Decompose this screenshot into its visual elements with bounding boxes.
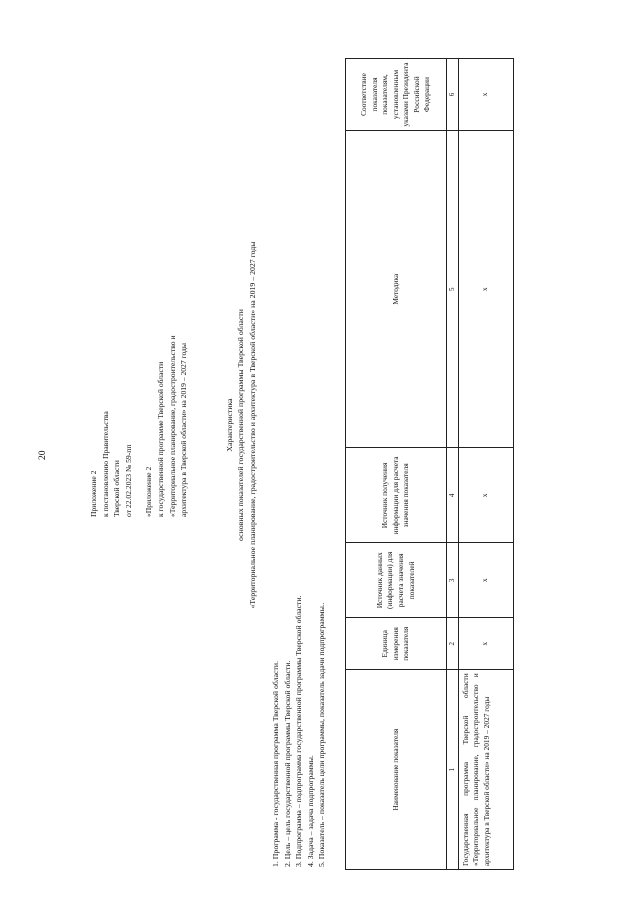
appendix-quote-line: к государственной программе Тверской области xyxy=(155,361,165,517)
table-row xyxy=(458,59,513,870)
appendix-header xyxy=(88,287,190,517)
table-cell: х xyxy=(458,131,513,448)
indicators-table xyxy=(345,58,514,870)
column-number: 2 xyxy=(447,618,459,670)
table-cell: х xyxy=(458,448,513,543)
title-line: Характеристика xyxy=(225,398,234,452)
definition-item: 1. Программа - государственная программа Тверской области. xyxy=(271,660,280,867)
table-cell: х xyxy=(458,543,513,618)
title-line: «Территориальное планирование, градостроительство и архитектура в Тверской области» на 2019 – 2027 годы xyxy=(247,241,257,609)
header-cell: Источник данных (информации) для расчета значения показателей xyxy=(346,543,447,618)
column-number: 5 xyxy=(447,131,459,448)
column-number: 3 xyxy=(447,543,459,618)
table-cell: х xyxy=(458,618,513,670)
definition-item: 5. Показатель – показатель цели программы, показатель задачи подпрограммы.. xyxy=(317,602,327,867)
table-cell: х xyxy=(458,59,513,131)
table-cell: Государственная программа Тверской области «Территориальное планирование, градостроительство и архитектура в Тверской области» на 2019 – 2027 годы xyxy=(458,670,513,870)
header-cell: Соответствие показателя показателям, установленным указами Президента Российской Федерации xyxy=(346,59,447,131)
definition-item: 4. Задача – задача подпрограммы. xyxy=(305,755,315,867)
page-number: 20 xyxy=(38,450,48,460)
appendix-line: к постановлению Правительства xyxy=(100,411,110,517)
title-line: основных показателей государственной программы Тверской области xyxy=(236,309,246,541)
appendix-quote-line: «Приложение 2 xyxy=(144,466,154,517)
appendix-quote-line: «Территориальное планирование, градостроительство и xyxy=(167,335,177,517)
column-number: 1 xyxy=(447,670,459,870)
header-cell: Методика xyxy=(346,131,447,448)
column-number: 6 xyxy=(447,59,459,131)
column-number-row xyxy=(447,59,459,870)
header-cell: Источник получения информации для расчета значения показателя xyxy=(346,448,447,543)
document-title xyxy=(224,125,258,725)
header-cell: Единица измерения показателя xyxy=(346,618,447,670)
appendix-line: Приложение 2 xyxy=(89,470,98,517)
column-number: 4 xyxy=(447,448,459,543)
appendix-line: от 22.02.2023 № 59-пп xyxy=(123,444,133,517)
definition-item: 2. Цель – цель государственной программы Тверской области. xyxy=(282,660,292,867)
definitions-list xyxy=(270,595,328,867)
appendix-line: Тверской области xyxy=(112,460,122,517)
definition-item: 3. Подпрограмма – подпрограмма государственной программы Тверской области. xyxy=(294,595,304,867)
appendix-quote-line: архитектура в Тверской области» на 2019 – 2027 годы xyxy=(179,342,189,517)
header-cell: Наименование показателя xyxy=(346,670,447,870)
table-header-row xyxy=(346,59,447,870)
